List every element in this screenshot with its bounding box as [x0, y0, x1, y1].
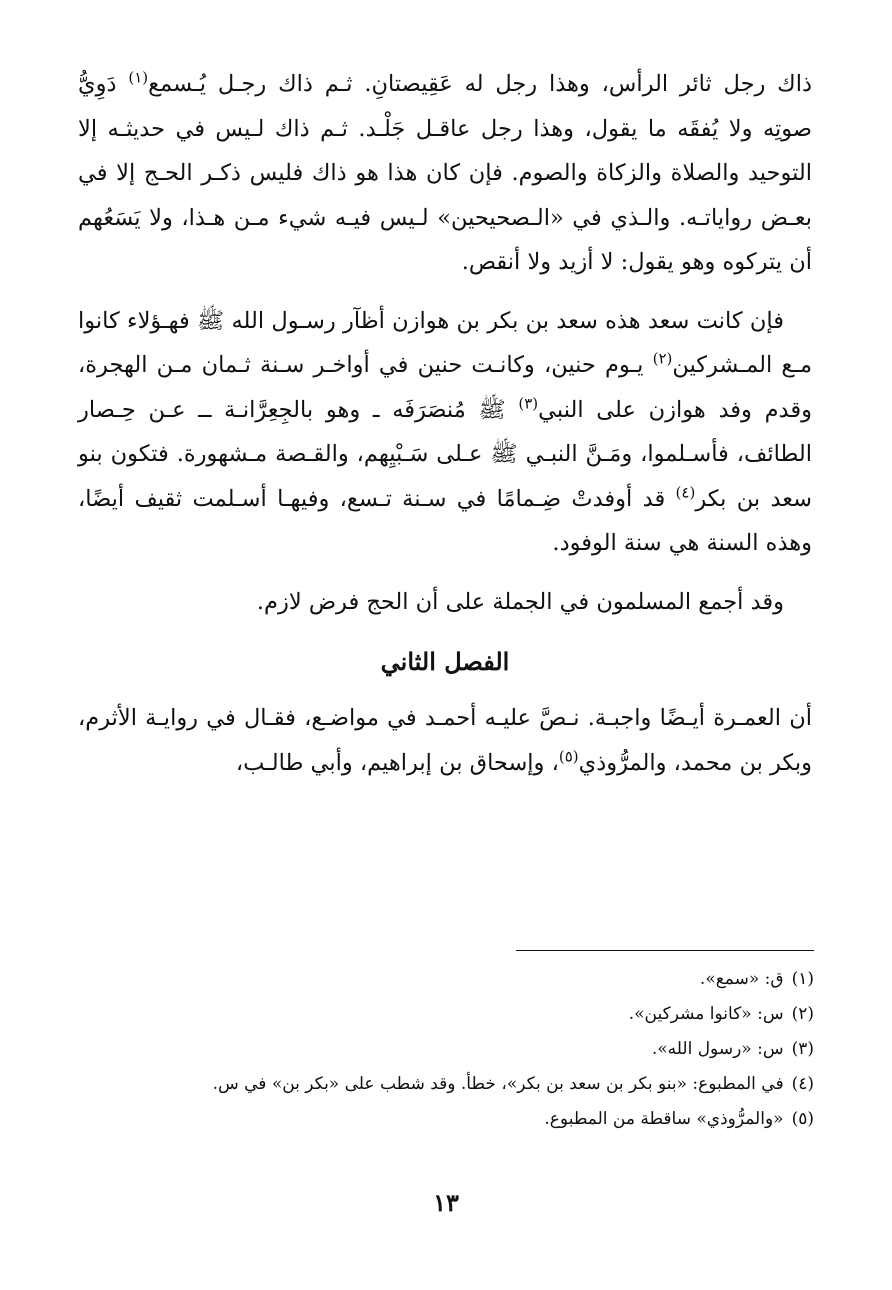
footnote-text: س: «رسول الله».	[651, 1039, 784, 1059]
text-run: ذاك رجل ثائر الرأس، وهذا رجل له عَقِيصتانِ. ثـم ذاك رجـل يُـسمع	[148, 71, 812, 97]
footnote-text: في المطبوع: «بنو بكر بن سعد بن بكر»، خطأ. وقد شطب على «بكر بن» في س.	[212, 1074, 784, 1094]
footnote-separator	[516, 950, 814, 951]
footnote-item	[80, 1069, 814, 1099]
footnote-text: ق: «سمع».	[699, 969, 784, 989]
footnote-number: (٤)	[791, 1074, 814, 1094]
section-heading: الفصل الثاني	[380, 647, 510, 676]
text-run: ، وإسحاق بن إبراهيم، وأبي طالـب،	[235, 749, 559, 776]
text-run: دَوِيُّ صوتِه ولا يُفقَه ما يقول، وهذا رجل عاقـل جَلْـد. ثـم ذاك لـيس في حديثـه إلا التوحيد والصلاة والزكاة والصوم. فإن كان هذا هو ذاك فليس ذكـر الحـج إلا في بعـض رواياتـه. والـذي في «الـصحيحين» لـيس فيـه شيء مـن هـذا، ولا يَسَعُهم أن يتركوه وهو يقول: لا أزيد ولا أنقص.	[78, 71, 812, 275]
text-run: وقد أجمع المسلمون في الجملة على أن الحج فرض لازم.	[256, 588, 784, 615]
footnote-number: (٣)	[791, 1039, 814, 1059]
main-text-after-heading	[78, 696, 812, 785]
paragraph	[78, 299, 812, 566]
page-body	[78, 62, 812, 785]
page-number: ١٣	[433, 1188, 459, 1217]
paragraph	[78, 696, 812, 785]
footnote-item	[80, 1034, 814, 1064]
main-text-before-heading	[78, 62, 812, 624]
footnote-marker: (٢)	[652, 349, 673, 368]
footnote-marker: (١)	[128, 68, 149, 87]
footnote-text: س: «كانوا مشركين».	[628, 1004, 784, 1024]
footnote-number: (٢)	[791, 1004, 814, 1024]
text-run: يـوم حنين، وكانـت حنين في أواخـر سـنة ثـمان مـن الهجرة، وقدم وفد هوازن على النبي	[78, 352, 812, 423]
footnote-item	[80, 1104, 814, 1134]
text-run: قد أوفدتْ ضِـمامًا في سـنة تـسع، وفيهـا أسـلمت ثقيف أيضًا، وهذه السنة هي سنة الوفود.	[78, 485, 812, 556]
footnotes-list	[80, 964, 814, 1139]
footnote-marker: (٥)	[558, 747, 579, 765]
footnote-marker: (٣)	[518, 394, 539, 412]
footnote-number: (١)	[791, 969, 814, 989]
paragraph	[78, 580, 812, 625]
footnote-marker: (٤)	[675, 483, 696, 501]
footnote-item	[80, 999, 814, 1029]
text-run: فإن كانت سعد هذه سعد بن بكر بن هوازن أظآر رسـول الله ﷺ فهـؤلاء كانوا مـع المـشركين	[78, 307, 813, 378]
text-run: ﷺ مُنصَرَفَه ـ وهو بالجِعِرَّانـة ــ عـن حِـصار الطائف، فأسـلموا، ومَـنَّ النبـي ﷺ عـلى سَـبْيِهم، والقـصة مـشهورة. فتكون بنو سعد بن بكر	[78, 396, 812, 512]
text-run: أن العمـرة أيـضًا واجبـة. نـصَّ عليـه أحمـد في مواضـع، فقـال في روايـة الأثرم، وبكر بن محمد، والمرُّوذي	[78, 705, 812, 776]
footnote-item	[80, 964, 814, 994]
footnote-number: (٥)	[791, 1109, 814, 1129]
footnote-text: «والمرُّوذي» ساقطة من المطبوع.	[544, 1109, 784, 1129]
paragraph	[78, 62, 812, 285]
